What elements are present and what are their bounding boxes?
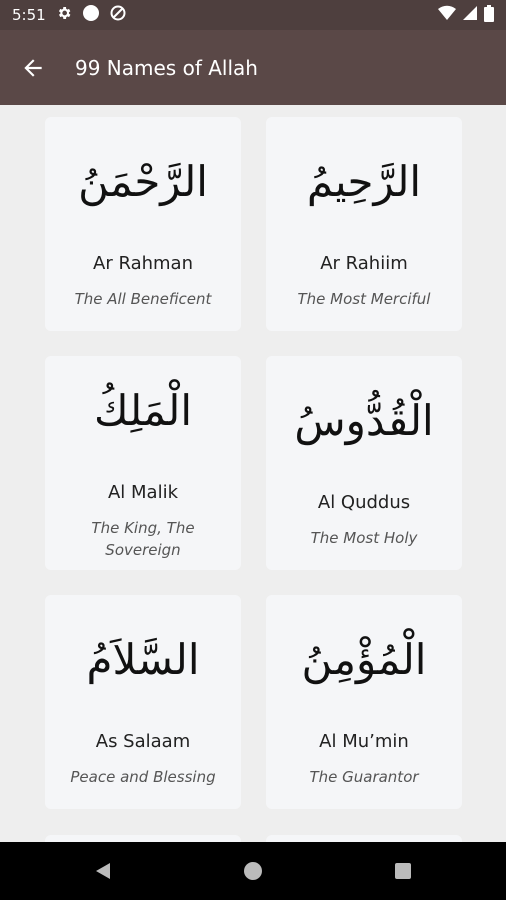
meaning: The Most Merciful <box>297 290 431 308</box>
name-card[interactable] <box>266 356 462 570</box>
arabic-name: السَّلاَمُ <box>86 635 200 684</box>
status-bar <box>0 0 506 30</box>
name-card[interactable] <box>266 117 462 331</box>
transliteration: Al Quddus <box>317 492 411 513</box>
home-circle-icon <box>243 861 263 881</box>
circle-icon <box>82 4 100 26</box>
transliteration: Al Malik <box>107 482 179 503</box>
status-time: 5:51 <box>12 6 46 24</box>
transliteration: Al Mu’min <box>319 731 409 752</box>
arrow-left-icon <box>20 55 46 81</box>
name-card[interactable] <box>266 595 462 809</box>
meaning: The Most Holy <box>310 529 418 547</box>
arabic-name: الْمَلِكُ <box>93 386 193 435</box>
back-triangle-icon <box>93 861 113 881</box>
app-bar <box>0 30 506 105</box>
arabic-name: الْمُؤْمِنُ <box>301 635 427 684</box>
arabic-name: الرَّحْمَنُ <box>78 157 208 206</box>
battery-icon <box>484 5 494 26</box>
settings-icon <box>56 5 72 25</box>
transliteration: Ar Rahiim <box>320 253 408 274</box>
transliteration: As Salaam <box>95 731 191 752</box>
name-card[interactable] <box>45 356 241 570</box>
system-nav-bar <box>0 842 506 900</box>
name-card[interactable] <box>45 117 241 331</box>
nav-home-button[interactable] <box>233 851 273 891</box>
transliteration: Ar Rahman <box>93 253 193 274</box>
recents-square-icon <box>394 862 412 880</box>
meaning: The Guarantor <box>309 768 419 786</box>
wifi-icon <box>438 5 456 25</box>
names-grid[interactable] <box>0 105 506 842</box>
nav-recents-button[interactable] <box>383 851 423 891</box>
signal-icon <box>462 5 478 25</box>
arabic-name: الرَّحِيمُ <box>306 157 422 206</box>
meaning: The King, The Sovereign <box>91 519 195 559</box>
data-saver-icon <box>110 5 126 25</box>
meaning: The All Beneficent <box>74 290 212 308</box>
nav-back-button[interactable] <box>83 851 123 891</box>
page-title: 99 Names of Allah <box>75 55 258 80</box>
meaning: Peace and Blessing <box>70 768 216 786</box>
name-card[interactable] <box>266 835 462 842</box>
name-card[interactable] <box>45 835 241 842</box>
name-card[interactable] <box>45 595 241 809</box>
arabic-name: الْقُدُّوسُ <box>294 396 434 445</box>
back-button[interactable] <box>18 53 48 83</box>
